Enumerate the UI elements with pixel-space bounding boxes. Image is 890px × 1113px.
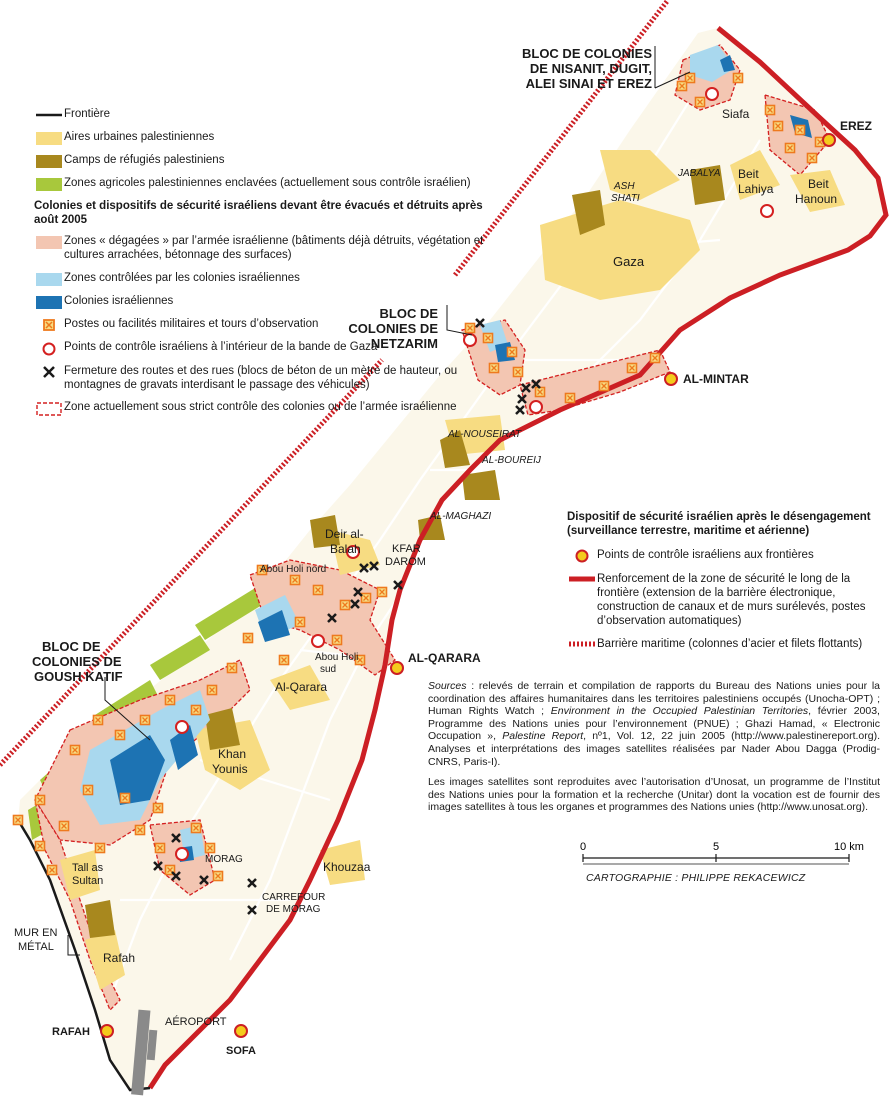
military-post-icon bbox=[786, 144, 795, 153]
military-post-icon bbox=[36, 842, 45, 851]
label-kfar-darom-1: KFAR bbox=[392, 543, 421, 555]
agri-swatch bbox=[36, 178, 62, 191]
label-bloc-netzarim-1: BLOC DE bbox=[379, 306, 438, 321]
military-post-icon bbox=[43, 319, 55, 331]
sources-lead: Sources bbox=[428, 680, 467, 692]
legend-item-controlled bbox=[34, 272, 484, 286]
sources-paragraph-1 bbox=[428, 680, 880, 768]
label-bloc-goush-katif-1: BLOC DE bbox=[42, 639, 101, 654]
controlled-swatch bbox=[36, 273, 62, 286]
label-al-qarara: Al-Qarara bbox=[275, 680, 328, 694]
military-post-icon bbox=[121, 794, 130, 803]
legend-label: Zones « dégagées » par l’armée israélienne (bâtiments déjà détruits, végétation et cultures arrachées, bétonnage des surfaces) bbox=[64, 235, 484, 262]
legend-label: Points de contrôle israéliens aux frontières bbox=[597, 549, 814, 562]
legend-item-urban bbox=[34, 131, 484, 145]
military-post-icon bbox=[228, 664, 237, 673]
legend-item-agri bbox=[34, 177, 484, 191]
label-al-qarara-cp: AL-QARARA bbox=[408, 651, 481, 665]
sources-paragraph-2: Les images satellites sont reproduites avec l’autorisation d’Unosat, un programme de l’Institut des Nations unies pour la formation et la recherche (Unitar) dont la vocation est de fournir des images satellites à tous les organes et programmes des Nations unies (http://www.unosat.org). bbox=[428, 776, 880, 814]
legend2-item-maritime bbox=[567, 637, 889, 651]
label-beit-lahiya-2: Lahiya bbox=[738, 182, 774, 196]
label-abou-holi-sud-2: sud bbox=[320, 664, 337, 675]
military-post-icon bbox=[333, 636, 342, 645]
label-jabalya: JABALYA bbox=[678, 168, 721, 179]
military-post-icon bbox=[378, 588, 387, 597]
military-post-icon bbox=[48, 866, 57, 875]
label-carrefour-morag-2: DE MORAG bbox=[266, 904, 321, 915]
military-post-icon bbox=[116, 731, 125, 740]
maritime-barrier-swatch bbox=[569, 638, 595, 650]
border-checkpoint-icon bbox=[575, 549, 589, 563]
camps-swatch bbox=[36, 155, 62, 168]
military-post-icon bbox=[508, 348, 517, 357]
military-post-icon bbox=[341, 601, 350, 610]
military-post-icon bbox=[766, 106, 775, 115]
military-post-icon bbox=[280, 656, 289, 665]
legend-item-cleared bbox=[34, 235, 484, 263]
military-post-icon bbox=[154, 804, 163, 813]
military-post-icon bbox=[796, 126, 805, 135]
military-post-icon bbox=[678, 82, 687, 91]
legend-label: Zones contrôlées par les colonies israéliennes bbox=[64, 271, 300, 284]
label-aeroport: AÉROPORT bbox=[165, 1016, 227, 1028]
label-bloc-netzarim-3: NETZARIM bbox=[370, 336, 438, 351]
legend-item-checkpoint bbox=[34, 341, 484, 356]
military-post-icon bbox=[808, 154, 817, 163]
legend2-item-security bbox=[567, 572, 889, 628]
legend-label: Zone actuellement sous strict contrôle des colonies ou de l’armée israélienne bbox=[64, 401, 457, 414]
label-tall-as-sultan-2: Sultan bbox=[72, 875, 104, 887]
label-al-nouseirat: AL-NOUSEIRAT bbox=[448, 429, 522, 440]
frontier-swatch bbox=[36, 109, 62, 121]
label-bloc-netzarim-2: COLONIES DE bbox=[348, 321, 438, 336]
legend-security bbox=[567, 506, 889, 660]
legend-item-strict-zone bbox=[34, 401, 484, 416]
legend-label: Camps de réfugiés palestiniens bbox=[64, 153, 225, 166]
military-post-icon bbox=[14, 816, 23, 825]
legend-main bbox=[34, 108, 484, 425]
scale-tick-10: 10 km bbox=[834, 841, 864, 853]
cleared-swatch bbox=[36, 236, 62, 249]
label-bloc-nisanit-3: ALEI SINAI ET EREZ bbox=[525, 76, 652, 91]
military-post-icon bbox=[291, 576, 300, 585]
legend2-item-border-cp bbox=[567, 548, 889, 563]
legend-label: Barrière maritime (colonnes d’acier et filets flottants) bbox=[597, 638, 863, 651]
label-abou-holi-nord: Abou Holi nord bbox=[260, 564, 327, 575]
military-post-icon bbox=[94, 716, 103, 725]
military-post-icon bbox=[566, 394, 575, 403]
military-post-icon bbox=[536, 388, 545, 397]
legend-item-closure bbox=[34, 365, 484, 393]
military-post-icon bbox=[314, 586, 323, 595]
military-post-icon bbox=[206, 844, 215, 853]
label-rafah-cp: RAFAH bbox=[52, 1026, 90, 1038]
sources-title-2: Palestine Report bbox=[502, 730, 584, 743]
sources-text-c: , nº1, Vol. 12, 22 juin 2005 (http://www.palestinereport.org). Analyses et interprétations des images satellites réalisées par Nader Abou Dagga (Prodig-CNRS, Paris-I). bbox=[428, 730, 880, 768]
label-sofa: SOFA bbox=[226, 1045, 256, 1057]
label-mur-en-metal-2: MÉTAL bbox=[18, 941, 54, 953]
military-post-icon bbox=[96, 844, 105, 853]
military-post-icon bbox=[696, 98, 705, 107]
military-post-icon bbox=[136, 826, 145, 835]
military-post-icon bbox=[651, 354, 660, 363]
sources-text-a: : relevés de terrain et compilation de rapports du Bureau des Nations unies pour la coordination des affaires humanitaires dans les territoires palestiniens occupés (Unocha-OPT) ; Human Rights Watch ; bbox=[428, 680, 880, 718]
military-post-icon bbox=[84, 786, 93, 795]
label-al-boureij: AL-BOUREIJ bbox=[482, 455, 541, 466]
label-khan-younis-2: Younis bbox=[212, 762, 248, 776]
military-post-icon bbox=[192, 706, 201, 715]
legend-section-title: Colonies et dispositifs de sécurité israéliens devant être évacués et détruits après août 2005 bbox=[34, 199, 483, 226]
sources-block bbox=[428, 680, 880, 822]
label-mur-en-metal-1: MUR EN bbox=[14, 927, 58, 939]
label-kfar-darom-2: DAROM bbox=[385, 556, 426, 568]
military-post-icon bbox=[141, 716, 150, 725]
legend-label: Points de contrôle israéliens à l’intérieur de la bande de Gaza bbox=[64, 340, 378, 353]
military-post-icon bbox=[71, 746, 80, 755]
military-post-icon bbox=[362, 594, 371, 603]
urban-swatch bbox=[36, 132, 62, 145]
legend-label: Renforcement de la zone de sécurité le long de la frontière (extension de la barrière électronique, construction de canaux et de murs surélevés, postes d’observation automatiques) bbox=[597, 573, 866, 628]
cartography-credit: CARTOGRAPHIE : PHILIPPE REKACEWICZ bbox=[586, 872, 806, 884]
label-erez: EREZ bbox=[840, 119, 873, 133]
legend-label: Colonies israéliennes bbox=[64, 294, 174, 307]
legend-item-camps bbox=[34, 154, 484, 168]
military-post-icon bbox=[166, 696, 175, 705]
checkpoint-icon bbox=[42, 342, 56, 356]
military-post-icon bbox=[156, 844, 165, 853]
security-line-swatch bbox=[569, 573, 595, 585]
label-al-maghazi: AL-MAGHAZI bbox=[430, 511, 492, 522]
label-beit-hanoun-2: Hanoun bbox=[795, 192, 838, 206]
label-beit-lahiya-1: Beit bbox=[738, 167, 759, 181]
military-post-icon bbox=[244, 634, 253, 643]
legend-item-military bbox=[34, 318, 484, 332]
label-bloc-goush-katif-3: GOUSH KATIF bbox=[34, 669, 123, 684]
label-gaza: Gaza bbox=[613, 254, 645, 269]
military-post-icon bbox=[296, 618, 305, 627]
strict-zone-swatch bbox=[36, 402, 62, 416]
label-deir-al-balah-2: Balah bbox=[330, 542, 361, 556]
label-morag: MORAG bbox=[205, 854, 243, 865]
military-post-icon bbox=[36, 796, 45, 805]
label-ash-shati-1: ASH bbox=[614, 181, 635, 192]
label-beit-hanoun-1: Beit bbox=[808, 177, 829, 191]
military-post-icon bbox=[600, 382, 609, 391]
sources-title-1: Environment in the Occupied Palestinian Territories bbox=[550, 705, 809, 718]
settlement-swatch bbox=[36, 296, 62, 309]
label-bloc-nisanit-1: BLOC DE COLONIES bbox=[521, 46, 652, 61]
military-post-icon bbox=[484, 334, 493, 343]
label-rafah-city: Rafah bbox=[103, 951, 136, 965]
legend-label: Zones agricoles palestiniennes enclavées (actuellement sous contrôle israélien) bbox=[64, 176, 471, 189]
label-tall-as-sultan-1: Tall as bbox=[72, 862, 104, 874]
label-al-mintar: AL-MINTAR bbox=[683, 372, 749, 386]
military-post-icon bbox=[490, 364, 499, 373]
military-post-icon bbox=[214, 872, 223, 881]
label-deir-al-balah-1: Deir al- bbox=[325, 527, 364, 541]
military-post-icon bbox=[628, 364, 637, 373]
label-carrefour-morag-1: CARREFOUR bbox=[262, 892, 326, 903]
military-post-icon bbox=[514, 368, 523, 377]
legend-label: Aires urbaines palestiniennes bbox=[64, 130, 215, 143]
scale-tick-5: 5 bbox=[712, 841, 720, 853]
scale-bar-graphic bbox=[575, 838, 875, 870]
military-post-icon bbox=[192, 824, 201, 833]
legend2-title: Dispositif de sécurité israélien après le désengagement (surveillance terrestre, maritime et aérienne) bbox=[567, 511, 871, 538]
legend-item-settlement bbox=[34, 295, 484, 309]
military-post-icon bbox=[60, 822, 69, 831]
sources-text-b: , février 2003, Programme des Nations unies pour l’environnement (PNUE) ; Ghazi Hamad, « Electronic Occupation », bbox=[428, 705, 880, 743]
military-post-icon bbox=[208, 686, 217, 695]
label-bloc-nisanit-2: DE NISANIT, DUGIT, bbox=[529, 61, 652, 76]
legend-label: Fermeture des routes et des rues (blocs de béton de un mètre de hauteur, ou montagnes de gravats interdisant le passage des véhicules) bbox=[64, 364, 458, 391]
label-khouzaa: Khouzaa bbox=[323, 860, 371, 874]
military-post-icon bbox=[774, 122, 783, 131]
scale-tick-0: 0 bbox=[579, 841, 587, 853]
military-post-icon bbox=[734, 74, 743, 83]
legend-label: Frontière bbox=[64, 108, 111, 120]
legend-item-frontier bbox=[34, 108, 484, 122]
label-abou-holi-sud-1: Abou Holi bbox=[315, 652, 359, 663]
label-khan-younis-1: Khan bbox=[218, 747, 247, 761]
label-ash-shati-2: SHATI bbox=[611, 193, 640, 204]
road-closure-icon bbox=[43, 366, 55, 378]
legend-label: Postes ou facilités militaires et tours d’observation bbox=[64, 317, 319, 330]
label-siafa: Siafa bbox=[722, 107, 750, 121]
label-bloc-goush-katif-2: COLONIES DE bbox=[32, 654, 122, 669]
